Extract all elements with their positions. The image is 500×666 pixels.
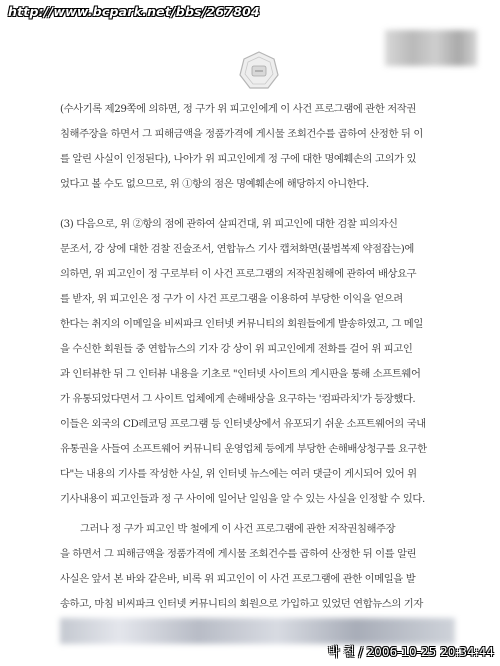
text-line: 었다고 볼 수도 없으므로, 위 ①항의 점은 명예훼손에 해당하지 아니한다.: [60, 178, 369, 190]
text-line: 유통권을 사들여 소프트웨어 커뮤니티 운영업체 등에게 부당한 손해배상청구를 요구한: [60, 443, 427, 455]
text-line: 문조서, 강 상에 대한 검찰 진술조서, 연합뉴스 기사 캡쳐화면(불법복제 약점잡는)에: [60, 243, 414, 255]
text-line: 이들은 외국의 CD레코딩 프로그램 등 인터넷상에서 유포되기 쉬운 소프트웨어의 국내: [60, 418, 426, 430]
redacted-footer-block: [60, 618, 455, 644]
text-line: 송하고, 마침 비씨파크 인터넷 커뮤니티의 회원으로 가입하고 있었던 연합뉴스의 기자: [60, 598, 423, 610]
text-line: 을 수신한 회원들 중 연합뉴스의 기자 강 상이 위 피고인에게 전화를 걸어 위 피고인: [60, 343, 413, 355]
text-line: 의하면, 위 피고인이 정 구로부터 이 사건 프로그램의 저작권침해에 관하여 배상요구: [60, 268, 417, 280]
text-line: (3) 다음으로, 위 ②항의 점에 관하여 살피건대, 위 피고인에 대한 검찰 피의자신: [60, 218, 398, 230]
text-line: 기사내용이 피고인들과 정 구 사이에 일어난 일임을 알 수 있는 사실을 인정할 수 있다.: [60, 493, 425, 505]
text-line: 그러나 정 구가 피고인 박 철에게 이 사건 프로그램에 관한 저작권침해주장: [80, 523, 396, 535]
text-line: 사실은 앞서 본 바와 같은바, 비록 위 피고인이 이 사건 프로그램에 관한 이메일을 발: [60, 573, 416, 585]
text-line: 침해주장을 하면서 그 피해금액을 정품가격에 게시물 조회건수를 곱하여 산정한 뒤 이: [60, 128, 423, 140]
court-seal-icon: [238, 50, 280, 92]
text-line: 을 하면서 그 피해금액을 정품가격에 게시물 조회건수를 곱하여 산정한 뒤 이를 알린: [60, 548, 417, 560]
text-line: 다"는 내용의 기사를 작성한 사실, 위 인터넷 뉴스에는 여러 댓글이 게시되어 있어 위: [60, 468, 417, 480]
text-line: 를 받자, 위 피고인은 정 구가 이 사건 프로그램을 이용하여 부당한 이익을 얻으려: [60, 293, 403, 305]
text-line: 과 인터뷰한 뒤 그 인터뷰 내용을 기초로 "인터넷 사이트의 게시판을 통해 소프트웨어: [60, 368, 421, 380]
text-line: 가 유통되었다면서 그 사이트 업체에게 손해배상을 요구하는 '컴파라치'가 등장했다.: [60, 393, 416, 405]
url-watermark: http://www.bcpark.net/bbs/267804: [8, 4, 260, 19]
text-line: (수사기록 제29쪽에 의하면, 정 구가 위 피고인에게 이 사건 프로그램에 관한 저작권: [60, 103, 416, 115]
text-line: 한다는 취지의 이메일을 비씨파크 인터넷 커뮤니티의 회원들에게 발송하였고, 그 메일: [60, 318, 423, 330]
text-line: 를 알린 사실이 인정된다), 나아가 위 피고인에게 정 구에 대한 명예훼손의 고의가 있: [60, 153, 417, 165]
redacted-header-block: [385, 30, 477, 66]
signature-watermark: 박 철 / 2006-10-25 20:34:44: [327, 645, 494, 659]
